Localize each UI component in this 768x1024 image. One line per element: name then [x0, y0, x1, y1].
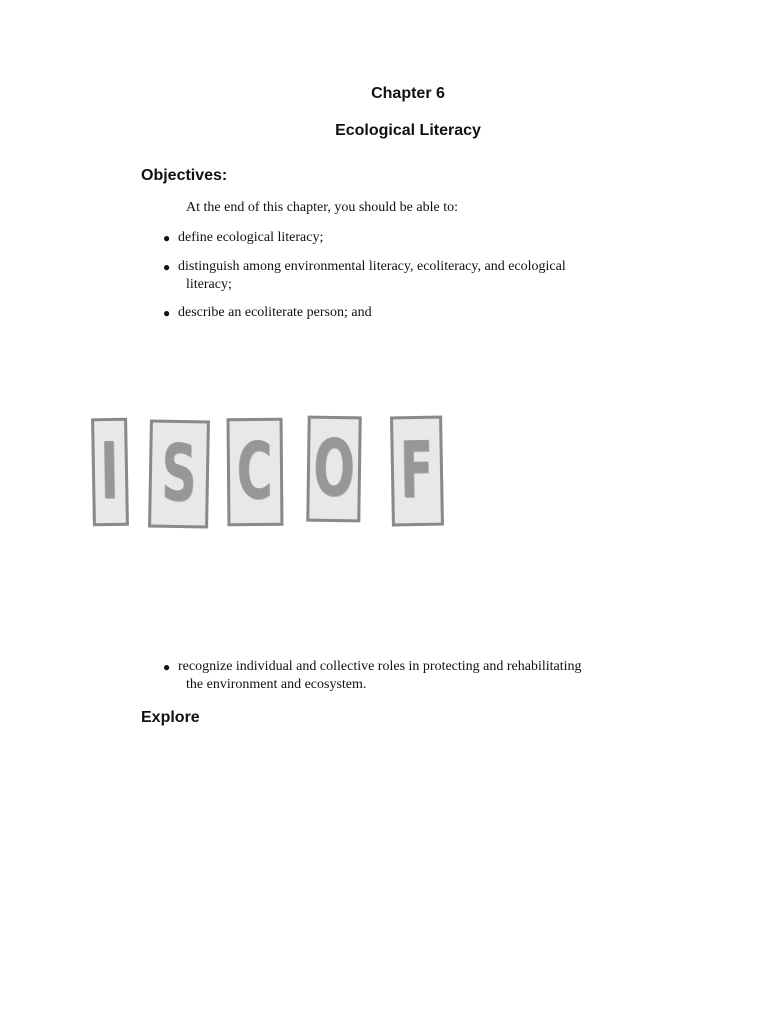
stamp-letter-s: S — [148, 419, 210, 528]
stamp-letter-o: O — [306, 416, 361, 523]
chapter-number: Chapter 6 — [371, 85, 445, 102]
objective-text: recognize individual and collective roles in protecting and rehabilitating — [178, 659, 582, 674]
objective-item — [163, 258, 653, 294]
objective-item — [163, 304, 653, 322]
objective-item — [163, 658, 653, 694]
bullet-icon: ● — [163, 260, 171, 274]
objectives-heading: Objectives: — [141, 167, 228, 184]
objective-text: describe an ecoliterate person; and — [178, 305, 372, 320]
objective-item — [163, 229, 653, 247]
bullet-icon: ● — [163, 231, 171, 245]
iscof-stamp-logo — [88, 414, 448, 532]
objective-text: distinguish among environmental literacy, ecoliteracy, and ecological — [178, 259, 566, 274]
chapter-title: Ecological Literacy — [335, 122, 481, 139]
bullet-icon: ● — [163, 306, 171, 320]
objective-text-continued: the environment and ecosystem. — [186, 677, 367, 692]
bullet-icon: ● — [163, 660, 171, 674]
stamp-letter-c: C — [227, 418, 284, 526]
stamp-letter-i: I — [91, 418, 129, 527]
objective-text: define ecological literacy; — [178, 230, 324, 245]
explore-heading: Explore — [141, 709, 200, 726]
objective-text-continued: literacy; — [186, 277, 232, 292]
objectives-intro: At the end of this chapter, you should be able to: — [186, 200, 458, 215]
stamp-letter-f: F — [390, 416, 444, 527]
